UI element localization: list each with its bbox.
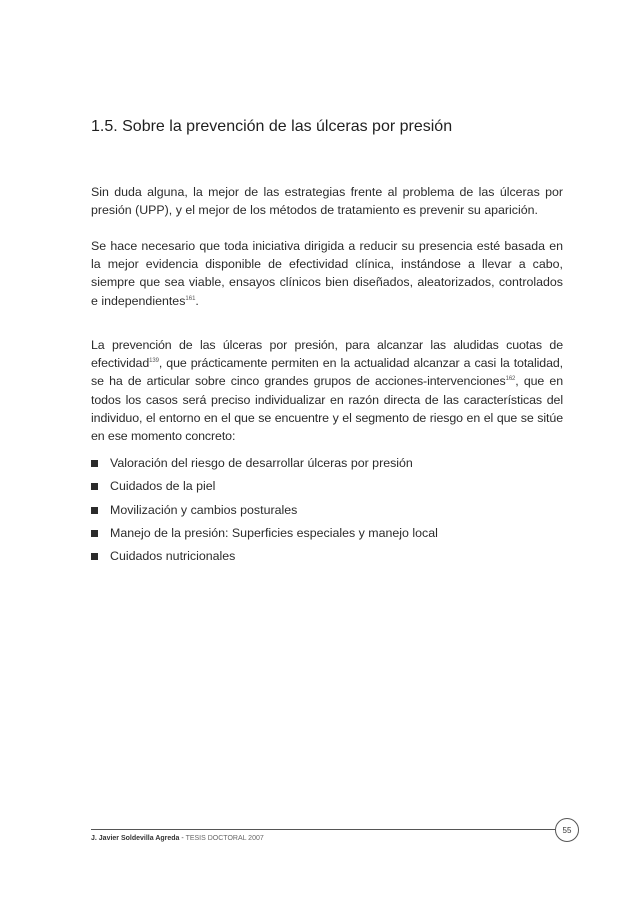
citation-ref: 161	[185, 295, 196, 302]
square-bullet-icon	[91, 483, 98, 490]
paragraph-prevention-b: , que prácticamente permiten en la actualidad alcanzar a casi la totalidad, se ha de articular sobre cinco grandes grupos de acciones-intervenciones	[91, 356, 563, 389]
paragraph-prevention-a: La prevención de las úlceras por presión, para alcanzar las aludidas cuotas de efectividad	[91, 338, 563, 371]
paragraph-evidence	[91, 237, 563, 310]
list-item	[91, 549, 438, 572]
square-bullet-icon	[91, 507, 98, 514]
list-item	[91, 479, 438, 502]
list-item-text: Valoración del riesgo de desarrollar úlceras por presión	[110, 456, 413, 470]
footer-divider	[91, 829, 555, 830]
square-bullet-icon	[91, 553, 98, 560]
footer-thesis: TESIS DOCTORAL 2007	[185, 835, 264, 842]
paragraph-evidence-text: Se hace necesario que toda iniciativa dirigida a reducir su presencia esté basada en la mejor evidencia disponible de efectividad clínica, instándose a llevar a cabo, siempre que sea viable, ensayos clínicos bien diseñados, aleatorizados, controlados e independientes	[91, 239, 563, 308]
square-bullet-icon	[91, 530, 98, 537]
page-number: 55	[555, 818, 579, 842]
paragraph-prevention	[91, 336, 563, 445]
square-bullet-icon	[91, 460, 98, 467]
paragraph-prevention-c: , que en todos los casos será preciso individualizar en razón directa de las características del individuo, el entorno en el que se encuentre y el segmento de riesgo en el que se sitúe en ese momento concreto:	[91, 374, 564, 444]
footer-author: J. Javier Soldevilla Agreda	[91, 835, 180, 842]
intervention-list	[91, 456, 438, 572]
footer-separator: -	[179, 835, 186, 842]
paragraph-evidence-end: .	[195, 293, 199, 308]
citation-ref: 139	[149, 358, 159, 365]
list-item	[91, 503, 438, 526]
list-item	[91, 456, 438, 479]
list-item-text: Cuidados nutricionales	[110, 549, 236, 564]
citation-ref: 162	[505, 376, 516, 383]
list-item-text: Movilización y cambios posturales	[110, 502, 298, 517]
list-item-text: Cuidados de la piel	[110, 479, 216, 494]
list-item-text: Manejo de la presión: Superficies especiales y manejo local	[110, 525, 438, 540]
footer	[91, 835, 264, 842]
paragraph-intro: Sin duda alguna, la mejor de las estrategias frente al problema de las úlceras por presión (UPP), y el mejor de los métodos de tratamiento es prevenir su aparición.	[91, 185, 563, 218]
list-item	[91, 526, 438, 549]
section-heading: 1.5. Sobre la prevención de las úlceras por presión	[91, 118, 453, 135]
